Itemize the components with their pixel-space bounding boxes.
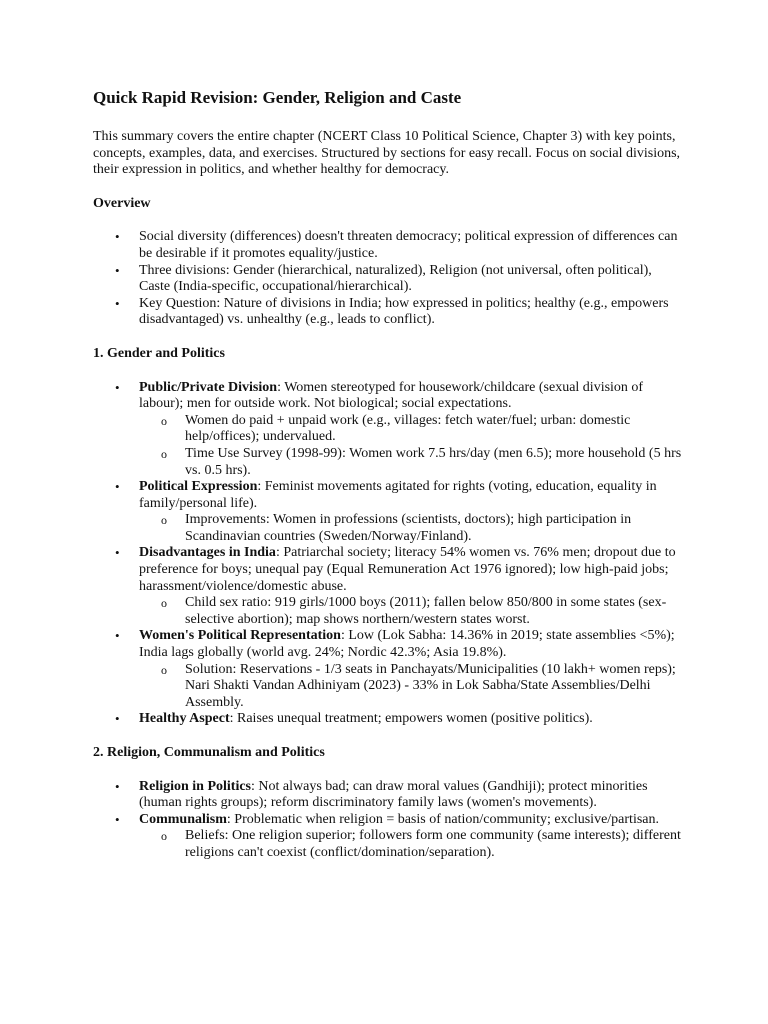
section-heading: 1. Gender and Politics (93, 345, 225, 361)
list-item (93, 628, 683, 711)
item-text: : Feminist movements agitated for rights (voting, education, equality in family/personal life). (139, 479, 657, 511)
sub-bullet-list (139, 512, 683, 545)
item-text: : Not always bad; can draw moral values (Gandhiji); protect minorities (human rights groups); reform discriminatory family laws (women's movements). (139, 778, 648, 811)
bullet-list (93, 380, 683, 728)
list-item (93, 711, 683, 728)
sub-item-text: Solution: Reservations - 1/3 seats in Panchayats/Municipalities (10 lakh+ women reps); Nari Shakti Vandan Adhiniyam (2023) - 33% in Lok Sabha/State Assemblies/Delhi Assembly. (185, 661, 676, 710)
sub-list-item (139, 828, 683, 861)
sub-bullet-list (139, 595, 683, 628)
item-term: Women's Political Representation (139, 628, 341, 644)
section-heading: Overview (93, 195, 151, 211)
sub-bullet-icon: o (161, 596, 167, 611)
bullet-icon: • (115, 379, 120, 395)
item-text: Three divisions: Gender (hierarchical, naturalized), Religion (not universal, often political), Caste (India-specific, occupational/hierarchical). (139, 262, 652, 295)
item-term: Religion in Politics (139, 778, 251, 794)
item-text: : Low (Lok Sabha: 14.36% in 2019; state assemblies <5%); India lags globally (world avg. 24%; Nordic 42.3%; Asia 19.8%). (139, 628, 675, 661)
bullet-icon: • (115, 778, 120, 794)
item-text: : Women stereotyped for housework/childcare (sexual division of labour); men for outside work. Not biological; social expectations. (139, 379, 644, 412)
bullet-icon: • (115, 811, 120, 827)
item-text: Social diversity (differences) doesn't threaten democracy; political expression of differences can be desirable if it promotes equality/justice. (139, 229, 678, 261)
sub-bullet-list (139, 413, 683, 479)
sub-bullet-icon: o (161, 413, 167, 428)
list-item (93, 229, 683, 262)
document-title: Quick Rapid Revision: Gender, Religion and Caste (93, 88, 462, 107)
list-item (93, 380, 683, 480)
intro-paragraph: This summary covers the entire chapter (NCERT Class 10 Political Science, Chapter 3) with key points, concepts, examples, data, and exercises. Structured by sections for easy recall. Focus on social divisions, their expression in politics, and whether healthy for democracy. (93, 129, 681, 178)
list-item (93, 812, 683, 862)
bullet-icon: • (115, 295, 120, 311)
item-term: Healthy Aspect (139, 711, 230, 727)
sub-item-text: Time Use Survey (1998-99): Women work 7.5 hrs/day (men 6.5); more household (5 hrs vs. 0.5 hrs). (185, 445, 682, 478)
sub-bullet-icon: o (161, 446, 167, 461)
item-term: Public/Private Division (139, 379, 278, 395)
sub-list-item (139, 446, 683, 479)
sections-container (93, 196, 683, 862)
sub-bullet-icon: o (161, 513, 167, 528)
item-text: : Raises unequal treatment; empowers women (positive politics). (229, 711, 593, 727)
sub-bullet-icon: o (161, 662, 167, 677)
bullet-list (93, 229, 683, 329)
sub-bullet-icon: o (161, 829, 167, 844)
item-term: Political Expression (139, 479, 258, 495)
section-heading: 2. Religion, Communalism and Politics (93, 745, 325, 760)
list-item (93, 296, 683, 329)
bullet-list (93, 779, 683, 862)
item-text: : Patriarchal society; literacy 54% women vs. 76% men; dropout due to preference for boys; unequal pay (Equal Remuneration Act 1976 ignored); low high-paid jobs; harassment/violence/domestic abuse. (139, 545, 676, 594)
sub-list-item (139, 413, 683, 446)
document-content (93, 88, 683, 879)
list-item (93, 545, 683, 628)
item-text: Key Question: Nature of divisions in India; how expressed in politics; healthy (e.g., empowers disadvantaged) vs. unhealthy (e.g., leads to conflict). (139, 295, 669, 328)
sub-item-text: Women do paid + unpaid work (e.g., villages: fetch water/fuel; urban: domestic help/offices); undervalued. (185, 412, 631, 445)
sub-list-item (139, 662, 683, 712)
sub-item-text: Improvements: Women in professions (scientists, doctors); high participation in Scandinavian countries (Sweden/Norway/Finland). (185, 512, 632, 544)
bullet-icon: • (115, 262, 120, 278)
bullet-icon: • (115, 711, 120, 727)
item-term: Communalism (139, 811, 227, 827)
sub-item-text: Child sex ratio: 919 girls/1000 boys (2011); fallen below 850/800 in some states (sex-selective abortion); map shows northern/western states worst. (185, 595, 667, 627)
sub-list-item (139, 512, 683, 545)
list-item (93, 779, 683, 812)
item-term: Disadvantages in India (139, 545, 276, 561)
list-item (93, 263, 683, 296)
bullet-icon: • (115, 628, 120, 644)
sub-bullet-list (139, 662, 683, 712)
sub-bullet-list (139, 828, 683, 861)
sub-item-text: Beliefs: One religion superior; followers form one community (same interests); different religions can't coexist (conflict/domination/separation). (185, 828, 681, 860)
sub-list-item (139, 595, 683, 628)
item-text: : Problematic when religion = basis of nation/community; exclusive/partisan. (226, 811, 659, 827)
bullet-icon: • (115, 545, 120, 561)
list-item (93, 479, 683, 545)
bullet-icon: • (115, 229, 120, 245)
bullet-icon: • (115, 479, 120, 495)
